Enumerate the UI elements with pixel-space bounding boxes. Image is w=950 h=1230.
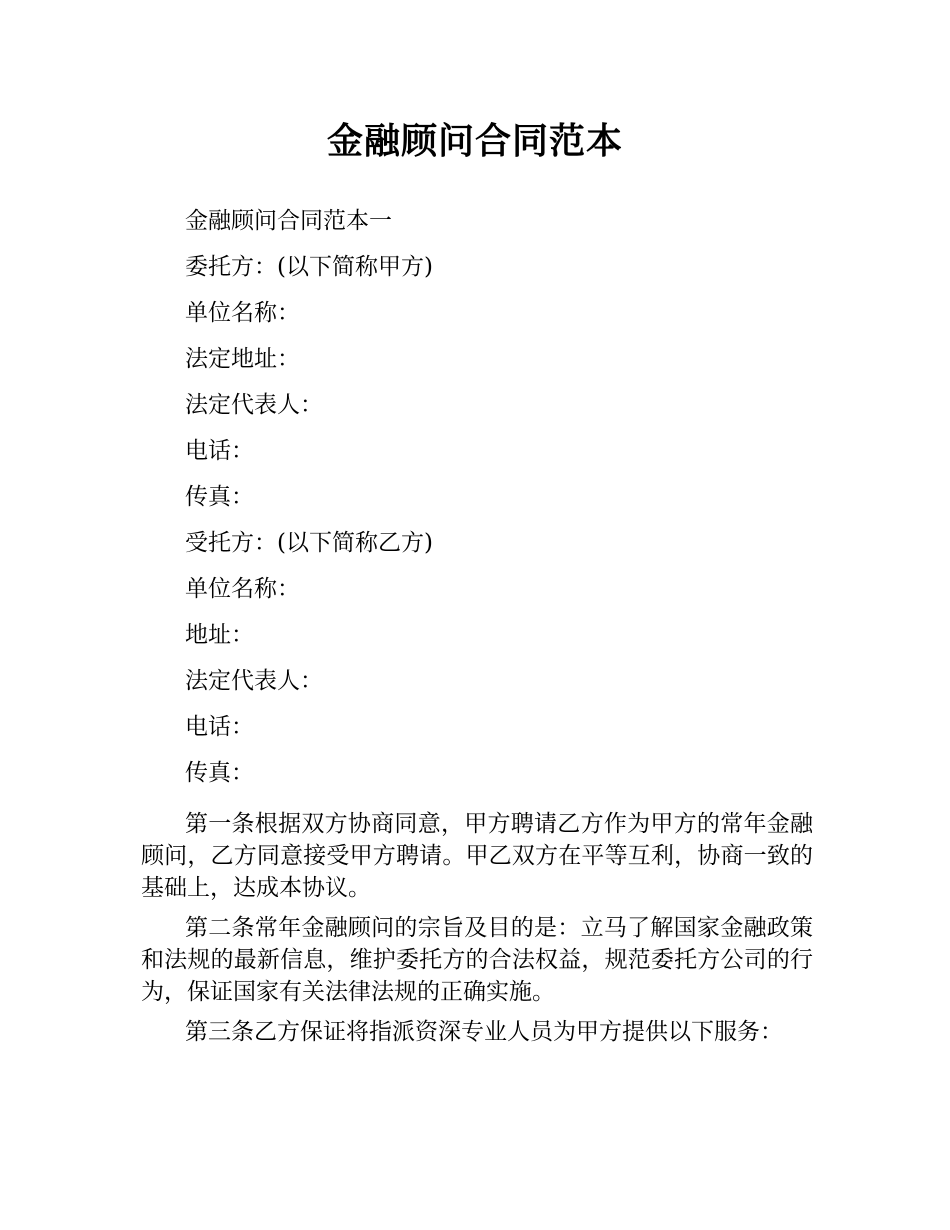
client-field-phone: 电话： [185,438,254,464]
document-body [141,198,813,1056]
article-3: 第三条乙方保证将指派资深专业人员为甲方提供以下服务： [185,1019,783,1045]
client-field-legal-representative: 法定代表人： [185,392,323,418]
client-field-fax: 传真： [185,484,254,510]
subtitle-line: 金融顾问合同范本一 [185,208,392,234]
client-field-legal-address: 法定地址： [185,346,300,372]
agent-header: 受托方：(以下简称乙方) [185,530,433,556]
article-2: 第二条常年金融顾问的宗旨及目的是：立马了解国家金融政策和法规的最新信息，维护委托方的合法权益，规范委托方公司的行为，保证国家有关法律法规的正确实施。 [141,915,813,1005]
agent-field-legal-representative: 法定代表人： [185,668,323,694]
agent-field-fax: 传真： [185,760,254,786]
agent-field-address: 地址： [185,622,254,648]
client-header: 委托方：(以下简称甲方) [185,254,433,280]
agent-field-unit-name: 单位名称： [185,576,300,602]
article-1: 第一条根据双方协商同意，甲方聘请乙方作为甲方的常年金融顾问，乙方同意接受甲方聘请。甲乙双方在平等互利，协商一致的基础上，达成本协议。 [141,811,813,901]
document-title: 金融顾问合同范本 [326,121,623,162]
agent-field-phone: 电话： [185,714,254,740]
client-field-unit-name: 单位名称： [185,300,300,326]
